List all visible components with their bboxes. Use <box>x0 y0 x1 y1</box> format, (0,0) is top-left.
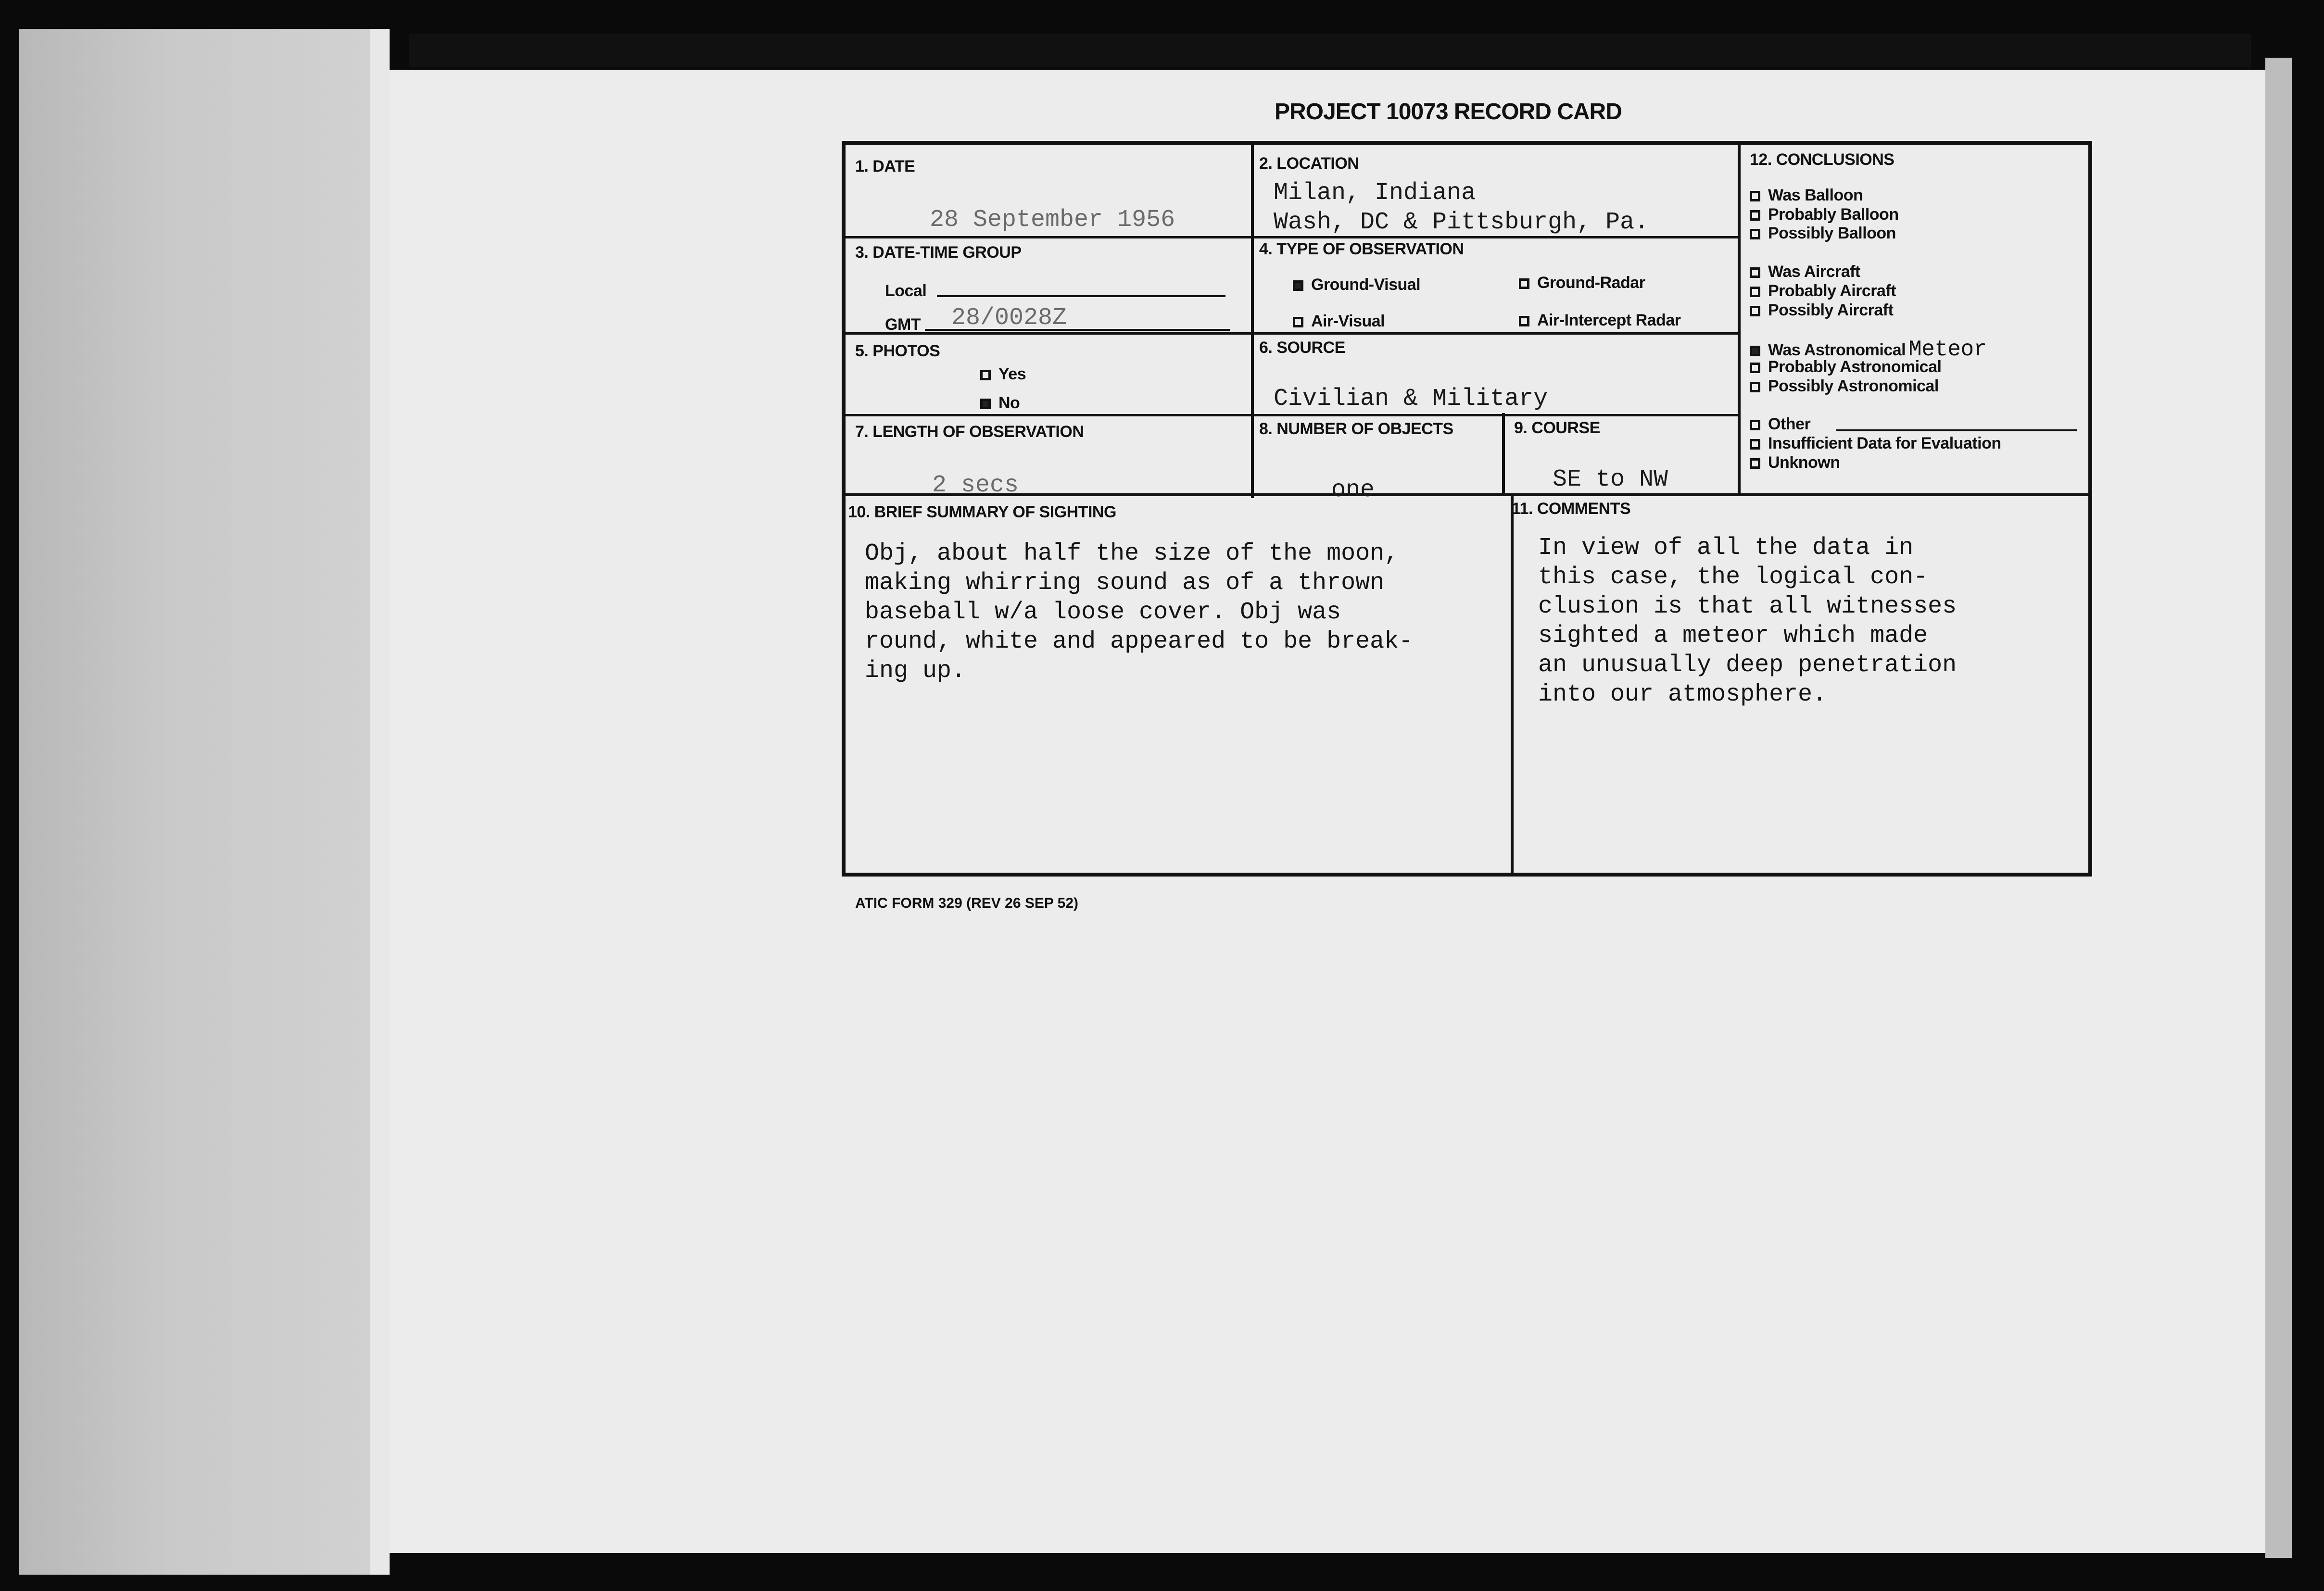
source-value: Civilian & Military <box>1274 385 1548 413</box>
type-of-observation-label: 4. TYPE OF OBSERVATION <box>1259 240 1464 258</box>
date-time-group-label: 3. DATE-TIME GROUP <box>855 243 1022 262</box>
conclusion-probably-balloon[interactable] <box>1750 205 1899 224</box>
conclusion-was-aircraft-label: Was Aircraft <box>1768 263 1860 281</box>
number-of-objects-label: 8. NUMBER OF OBJECTS <box>1259 420 1453 438</box>
conclusion-was-astronomical-checkbox[interactable] <box>1750 346 1760 356</box>
length-of-observation-label: 7. LENGTH OF OBSERVATION <box>855 423 1084 441</box>
course-value: SE to NW <box>1553 466 1668 493</box>
obs-air-intercept-radar[interactable] <box>1519 311 1680 330</box>
photos-no-label: No <box>998 394 1020 412</box>
film-top-band <box>409 34 2251 67</box>
divider-v-lower <box>1511 493 1514 873</box>
obs-ground-visual[interactable] <box>1293 276 1420 294</box>
film-left-edge <box>370 29 390 1575</box>
obs-ground-visual-checkbox[interactable] <box>1293 280 1303 291</box>
conclusions-label: 12. CONCLUSIONS <box>1750 150 1895 169</box>
divider-v-objects-course <box>1502 413 1505 495</box>
conclusion-was-aircraft-checkbox[interactable] <box>1750 267 1760 278</box>
conclusion-insufficient-data-label: Insufficient Data for Evaluation <box>1768 434 2001 452</box>
photos-yes-checkbox[interactable] <box>980 370 991 380</box>
conclusion-probably-astronomical-label: Probably Astronomical <box>1768 358 1942 376</box>
conclusion-other-underline <box>1836 429 2077 431</box>
date-label: 1. DATE <box>855 157 915 175</box>
obs-ground-radar-checkbox[interactable] <box>1519 278 1529 289</box>
obs-air-visual-checkbox[interactable] <box>1293 317 1303 327</box>
gmt-value: 28/0028Z <box>951 304 1067 332</box>
photos-yes[interactable] <box>980 365 1026 384</box>
obs-ground-radar-label: Ground-Radar <box>1537 274 1645 292</box>
conclusion-was-aircraft[interactable] <box>1750 263 1860 281</box>
conclusion-possibly-aircraft-label: Possibly Aircraft <box>1768 301 1894 319</box>
photos-no-checkbox[interactable] <box>980 399 991 409</box>
conclusion-possibly-aircraft-checkbox[interactable] <box>1750 306 1760 316</box>
photos-yes-label: Yes <box>998 365 1026 383</box>
conclusion-other-label: Other <box>1768 415 1811 433</box>
summary-label: 10. BRIEF SUMMARY OF SIGHTING <box>848 503 1116 521</box>
divider-h-4 <box>846 493 2088 496</box>
film-right-edge <box>2265 58 2292 1558</box>
divider-h-1 <box>846 236 1739 238</box>
form-identifier: ATIC FORM 329 (REV 26 SEP 52) <box>855 895 1079 911</box>
obs-ground-radar[interactable] <box>1519 274 1645 292</box>
comments-label: 11. COMMENTS <box>1512 500 1631 518</box>
obs-air-visual[interactable] <box>1293 312 1385 331</box>
divider-v-main <box>1251 145 1254 498</box>
conclusion-was-astronomical-label: Was Astronomical <box>1768 341 1906 359</box>
location-label: 2. LOCATION <box>1259 154 1359 173</box>
conclusion-possibly-balloon-checkbox[interactable] <box>1750 229 1760 239</box>
conclusion-probably-astronomical[interactable] <box>1750 358 1941 376</box>
conclusion-probably-aircraft-label: Probably Aircraft <box>1768 282 1896 300</box>
conclusion-was-balloon[interactable] <box>1750 186 1863 205</box>
comments-text: In view of all the data in this case, the logical con- clusion is that all witnesses sighted a meteor which made an unusually deep penetration into our atmosphere. <box>1538 534 1957 708</box>
conclusion-other-checkbox[interactable] <box>1750 420 1760 430</box>
conclusion-probably-astronomical-checkbox[interactable] <box>1750 363 1760 373</box>
conclusion-possibly-balloon[interactable] <box>1750 224 1896 243</box>
number-of-objects-value: one <box>1331 476 1375 504</box>
location-line2: Wash, DC & Pittsburgh, Pa. <box>1274 209 1649 236</box>
divider-v-conclusions <box>1738 145 1741 495</box>
length-of-observation-value: 2 secs <box>932 472 1019 499</box>
conclusion-was-balloon-checkbox[interactable] <box>1750 191 1760 201</box>
conclusion-insufficient-data[interactable] <box>1750 434 2001 453</box>
conclusion-unknown-label: Unknown <box>1768 453 1840 472</box>
conclusion-unknown-checkbox[interactable] <box>1750 458 1760 469</box>
record-card-form <box>842 141 2092 877</box>
photos-no[interactable] <box>980 394 1020 413</box>
conclusion-unknown[interactable] <box>1750 453 1840 472</box>
local-label: Local <box>885 282 927 300</box>
card-title: PROJECT 10073 RECORD CARD <box>1275 99 1622 125</box>
obs-air-visual-label: Air-Visual <box>1311 312 1385 330</box>
divider-h-2 <box>846 332 1739 335</box>
conclusion-insufficient-data-checkbox[interactable] <box>1750 439 1760 450</box>
conclusion-was-balloon-label: Was Balloon <box>1768 186 1863 204</box>
obs-ground-visual-label: Ground-Visual <box>1311 276 1421 294</box>
source-label: 6. SOURCE <box>1259 338 1345 357</box>
conclusion-probably-balloon-checkbox[interactable] <box>1750 210 1760 221</box>
conclusion-possibly-astronomical[interactable] <box>1750 377 1939 396</box>
photos-label: 5. PHOTOS <box>855 342 940 360</box>
film-left-margin <box>19 29 390 1575</box>
conclusion-possibly-balloon-label: Possibly Balloon <box>1768 224 1896 242</box>
gmt-label: GMT <box>885 315 921 334</box>
divider-h-3 <box>846 414 1739 416</box>
conclusion-possibly-astronomical-label: Possibly Astronomical <box>1768 377 1939 395</box>
date-value: 28 September 1956 <box>930 206 1175 234</box>
conclusion-probably-aircraft[interactable] <box>1750 282 1896 301</box>
conclusion-other[interactable] <box>1750 415 1810 434</box>
obs-air-intercept-radar-checkbox[interactable] <box>1519 316 1529 326</box>
course-label: 9. COURSE <box>1514 419 1600 437</box>
summary-text: Obj, about half the size of the moon, making whirring sound as of a thrown baseball w/a loose cover. Obj was round, white and appeared to be break- ing up. <box>865 540 1414 685</box>
conclusion-was-astronomical-note: Meteor <box>1908 337 1987 362</box>
local-underline <box>937 295 1225 297</box>
conclusion-possibly-astronomical-checkbox[interactable] <box>1750 382 1760 392</box>
conclusion-probably-aircraft-checkbox[interactable] <box>1750 287 1760 297</box>
conclusion-probably-balloon-label: Probably Balloon <box>1768 205 1899 224</box>
obs-air-intercept-radar-label: Air-Intercept Radar <box>1537 311 1681 329</box>
conclusion-possibly-aircraft[interactable] <box>1750 301 1893 320</box>
location-line1: Milan, Indiana <box>1274 179 1476 207</box>
